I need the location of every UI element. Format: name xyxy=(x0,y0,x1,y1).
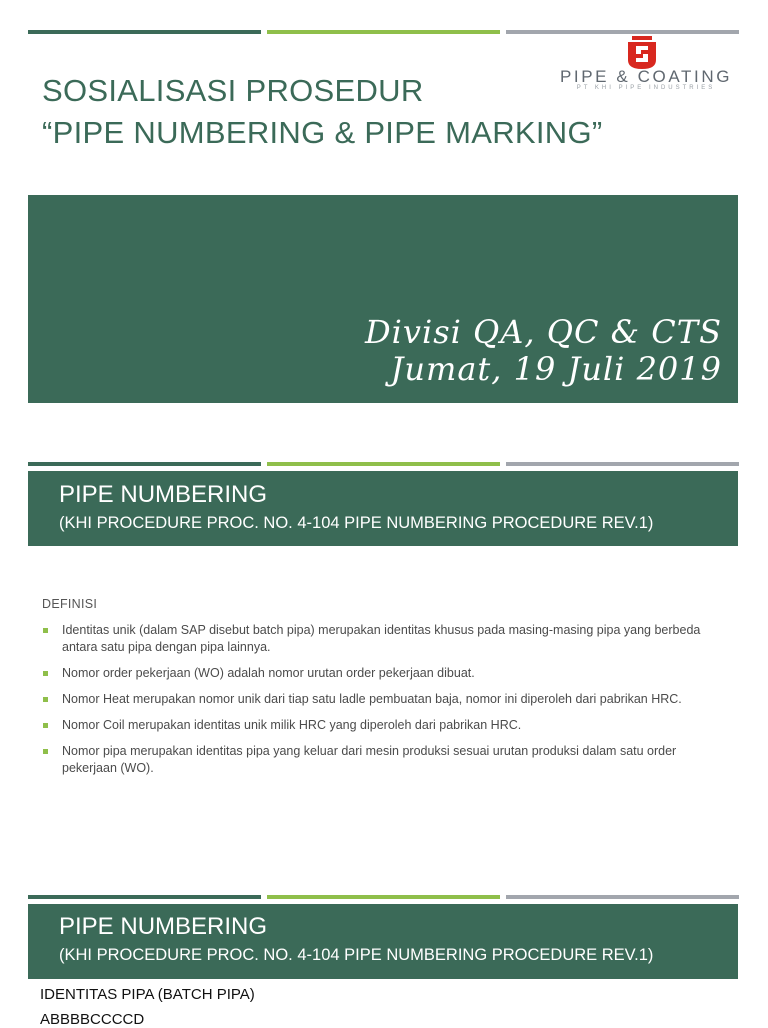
section-subtitle: (KHI PROCEDURE PROC. NO. 4-104 PIPE NUMBERING PROCEDURE REV.1) xyxy=(59,946,654,964)
batch-format: ABBBBCCCCD xyxy=(40,1011,145,1028)
bullet-icon xyxy=(43,671,48,676)
bullet-icon xyxy=(43,723,48,728)
divider-grey xyxy=(506,462,739,466)
khi-logo-icon xyxy=(626,36,658,70)
hero-panel xyxy=(28,195,738,403)
divider-dark xyxy=(28,462,261,466)
logo-name: PIPE & COATING xyxy=(559,67,733,86)
definition-list xyxy=(42,622,732,786)
identity-heading: IDENTITAS PIPA (BATCH PIPA) xyxy=(40,986,255,1003)
list-item-text: Nomor Heat merupakan nomor unik dari tiap satu ladle pembuatan baja, nomor ini diperoleh dari pabrikan HRC. xyxy=(62,692,682,706)
list-item xyxy=(42,717,732,734)
divider-dark xyxy=(28,30,261,34)
list-item-text: Nomor Coil merupakan identitas unik milik HRC yang diperoleh dari pabrikan HRC. xyxy=(62,718,522,732)
bullet-icon xyxy=(43,628,48,633)
definition-heading: DEFINISI xyxy=(42,597,98,611)
divider-lime xyxy=(267,30,500,34)
list-item-text: Nomor pipa merupakan identitas pipa yang keluar dari mesin produksi sesuai urutan produksi dalam satu order pekerjaan (WO). xyxy=(62,744,677,775)
divider-grey xyxy=(506,30,739,34)
section-title: PIPE NUMBERING xyxy=(59,481,268,508)
divider-dark xyxy=(28,895,261,899)
page-title-line2: “PIPE NUMBERING & PIPE MARKING” xyxy=(42,115,603,150)
list-item xyxy=(42,665,732,682)
hero-division: Divisi QA, QC & CTS xyxy=(364,313,722,351)
section-header-band xyxy=(28,471,738,546)
section-header-band xyxy=(28,904,738,979)
bullet-icon xyxy=(43,697,48,702)
section-subtitle: (KHI PROCEDURE PROC. NO. 4-104 PIPE NUMBERING PROCEDURE REV.1) xyxy=(59,514,654,532)
divider-lime xyxy=(267,462,500,466)
divider-lime xyxy=(267,895,500,899)
list-item-text: Nomor order pekerjaan (WO) adalah nomor urutan order pekerjaan dibuat. xyxy=(62,666,475,680)
bullet-icon xyxy=(43,749,48,754)
list-item xyxy=(42,743,732,777)
list-item xyxy=(42,622,732,656)
list-item-text: Identitas unik (dalam SAP disebut batch pipa) merupakan identitas khusus pada masing-masing pipa yang berbeda antara satu pipa dengan pipa lainnya. xyxy=(62,623,701,654)
section-title: PIPE NUMBERING xyxy=(59,913,268,940)
divider-grey xyxy=(506,895,739,899)
list-item xyxy=(42,691,732,708)
hero-date: Jumat, 19 Juli 2019 xyxy=(390,350,722,388)
page-title-line1: SOSIALISASI PROSEDUR xyxy=(42,73,424,108)
logo-subtitle: PT KHI PIPE INDUSTRIES xyxy=(576,85,716,91)
